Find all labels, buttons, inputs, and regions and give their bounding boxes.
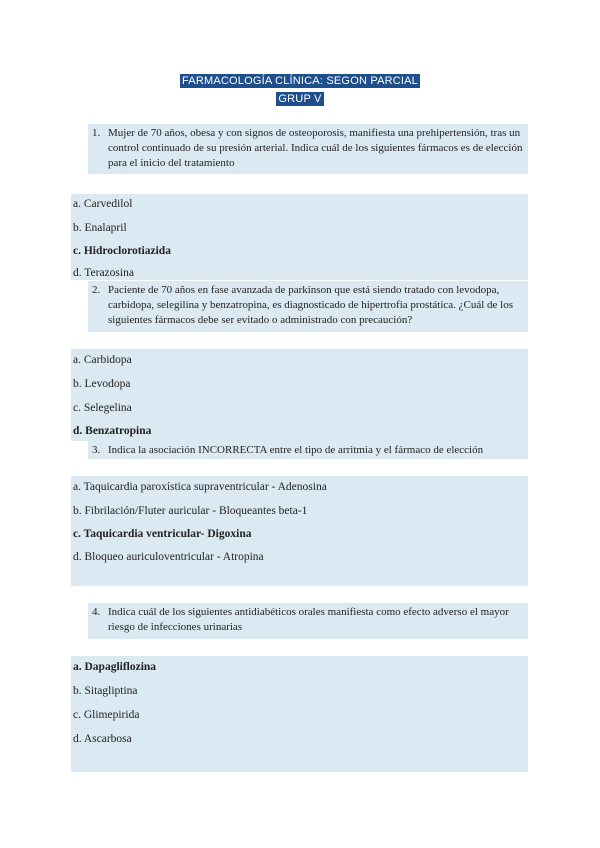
option-3c-correct: c. Taquicardia ventricular- Digoxina	[73, 528, 252, 540]
question-1: 1. Mujer de 70 años, obesa y con signos de osteoporosis, manifiesta una prehipertensión, tras un control continuado de su presión arterial. Indica cuál de los siguientes fármacos es de elección para el inicio del tratamiento	[88, 124, 528, 174]
option-1b: b. Enalapril	[73, 222, 127, 234]
option-2d-correct: d. Benzatropina	[73, 425, 152, 437]
question-3: 3. Indica la asociación INCORRECTA entre el tipo de arritmia y el fármaco de elección	[88, 441, 528, 459]
option-1a: a. Carvedilol	[73, 198, 133, 210]
page-title: FARMACOLOGÍA CLÍNICA: SEGON PARCIAL	[181, 75, 419, 87]
option-4b: b. Sitagliptina	[73, 685, 138, 697]
question-text: Paciente de 70 años en fase avanzada de parkinson que está siendo tratado con levodopa, carbidopa, selegilina y benzatropina, es diagnosticado de hipertrofia prostática. ¿Cuál de los siguientes fármacos debe ser evitado o administrado con precaución?	[108, 284, 514, 326]
question-4: 4. Indica cuál de los siguientes antidiabéticos orales manifiesta como efecto adverso el mayor riesgo de infecciones urinarias	[88, 603, 528, 639]
option-2a: a. Carbidopa	[73, 354, 132, 366]
option-4c: c. Glimepirida	[73, 709, 140, 721]
option-2b: b. Levodopa	[73, 378, 131, 390]
option-1c-correct: c. Hidroclorotiazida	[73, 245, 171, 257]
question-text: Mujer de 70 años, obesa y con signos de osteoporosis, manifiesta una prehipertensión, tras un control continuado de su presión arterial. Indica cuál de los siguientes fármacos es de elección para el inicio del tratamiento	[108, 127, 523, 169]
question-text: Indica la asociación INCORRECTA entre el tipo de arritmia y el fármaco de elección	[108, 444, 484, 456]
option-4d: d. Ascarbosa	[73, 733, 132, 745]
question-text: Indica cuál de los siguientes antidiabéticos orales manifiesta como efecto adverso el mayor riesgo de infecciones urinarias	[108, 606, 509, 633]
option-4a-correct: a. Dapagliflozina	[73, 661, 157, 673]
group-label: GRUP V	[278, 93, 322, 105]
question-2: 2. Paciente de 70 años en fase avanzada de parkinson que está siendo tratado con levodopa, carbidopa, selegilina y benzatropina, es diagnosticado de hipertrofia prostática. ¿Cuál de los siguientes fármacos debe ser evitado o administrado con precaución?	[88, 281, 528, 332]
option-2c: c. Selegelina	[73, 402, 132, 414]
option-3b: b. Fibrilación/Fluter auricular - Bloqueantes beta-1	[73, 505, 308, 517]
option-3d: d. Bloqueo auriculoventricular - Atropina	[73, 551, 264, 563]
option-3a: a. Taquicardia paroxística supraventricular - Adenosina	[73, 481, 327, 493]
answers-block-1	[71, 194, 528, 280]
option-1d: d. Terazosina	[73, 267, 134, 279]
